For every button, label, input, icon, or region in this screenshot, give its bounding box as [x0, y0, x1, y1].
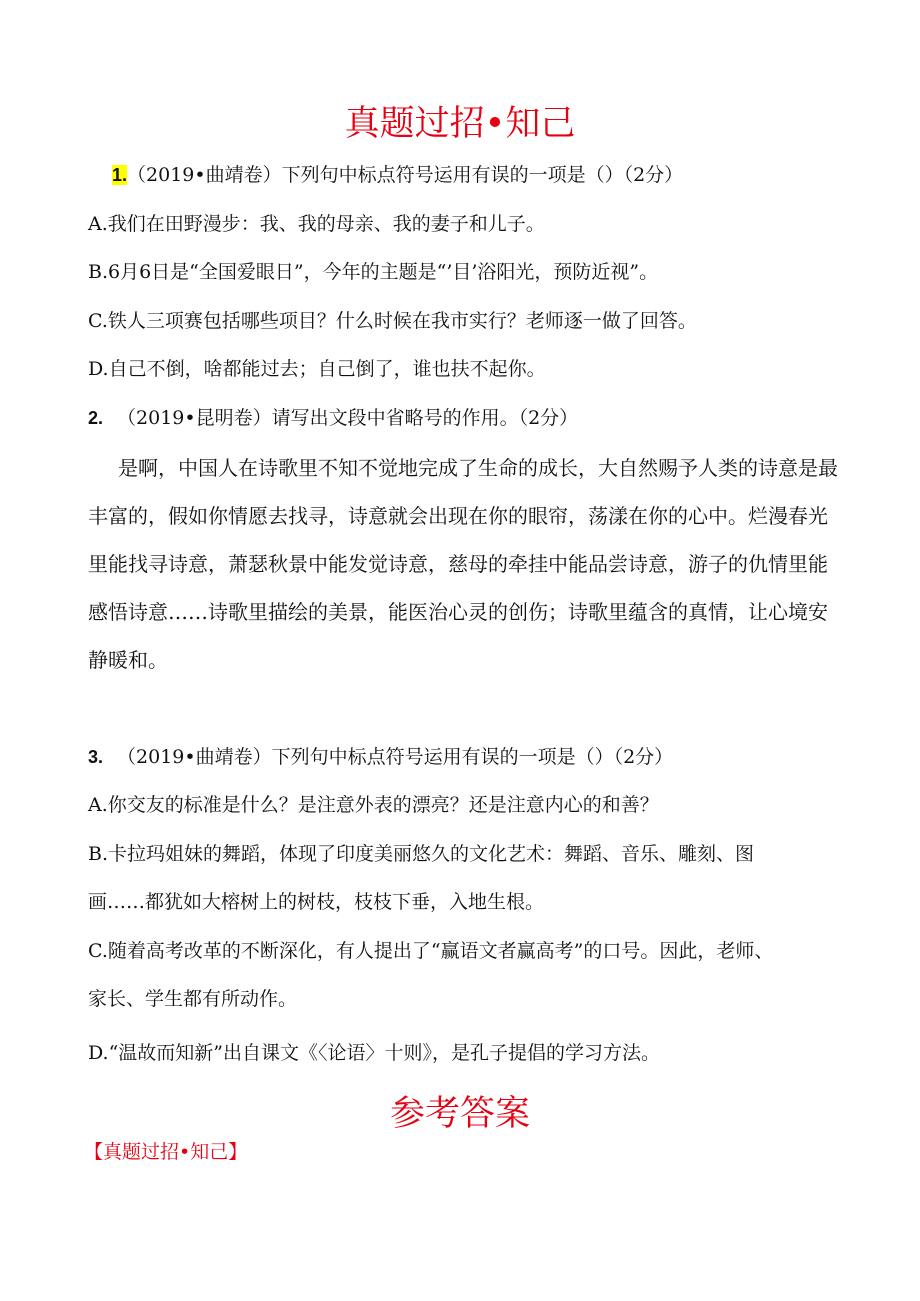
question-1-option-d: D.自己不倒，啥都能过去；自己倒了，谁也扶不起你。	[88, 358, 546, 380]
question-3-option-d: D.“温故而知新”出自课文《〈论语〉十则》，是孔子提倡的学习方法。	[88, 1042, 661, 1064]
passage-line-1: 是啊，中国人在诗歌里不知不觉地完成了生命的成长，大自然赐予人类的诗意是最	[118, 456, 838, 480]
question-2-number: 2.	[88, 408, 104, 428]
question-1-option-b: B.6月6日是“全国爱眼日”，今年的主题是“’目’浴阳光，预防近视”。	[88, 261, 659, 283]
question-3-option-c-line-1: C.随着高考改革的不断深化，有人提出了“赢语文者赢高考”的口号。因此，老师、	[88, 940, 774, 962]
question-3-option-b-line-1: B.卡拉玛姐妹的舞蹈，体现了印度美丽悠久的文化艺术：舞蹈、音乐、雕刻、图	[88, 843, 755, 865]
question-2	[88, 405, 578, 431]
passage-line-2: 丰富的，假如你情愿去找寻，诗意就会出现在你的眼帘，荡漾在你的心中。烂漫春光	[88, 504, 828, 528]
page-title: 真题过招•知己	[344, 104, 576, 144]
answers-title: 参考答案	[389, 1094, 530, 1134]
question-2-stem: （2019•昆明卷）请写出文段中省略号的作用。（2分）	[117, 407, 579, 429]
question-3-option-a: A.你交友的标准是什么？是注意外表的漂亮？还是注意内心的和善？	[88, 794, 659, 816]
question-3-option-c-line-2: 家长、学生都有所动作。	[88, 988, 298, 1010]
passage-line-5: 静暖和。	[88, 648, 168, 672]
question-3-number: 3.	[88, 747, 104, 767]
question-3-option-b-line-2: 画……都犹如大榕树上的树枝，枝枝下垂，入地生根。	[88, 891, 545, 913]
question-1	[112, 162, 683, 188]
question-1-option-c: C.铁人三项赛包括哪些项目？什么时候在我市实行？老师逐一做了回答。	[88, 310, 697, 332]
question-3-stem: （2019•曲靖卷）下列句中标点符号运用有误的一项是（）（2分）	[117, 746, 674, 768]
question-1-stem: （2019•曲靖卷）下列句中标点符号运用有误的一项是（）（2分）	[127, 164, 684, 186]
passage-line-3: 里能找寻诗意，萧瑟秋景中能发觉诗意，慈母的牵挂中能品尝诗意，游子的仇情里能	[88, 552, 828, 576]
question-1-number: 1.	[112, 165, 128, 185]
passage-line-4: 感悟诗意……诗歌里描绘的美景，能医治心灵的创伤；诗歌里蕴含的真情，让心境安	[88, 600, 828, 624]
answers-section-label: 【真题过招•知己】	[84, 1141, 248, 1163]
question-3	[88, 744, 673, 770]
question-1-option-a: A.我们在田野漫步：我、我的母亲、我的妻子和儿子。	[88, 213, 545, 235]
